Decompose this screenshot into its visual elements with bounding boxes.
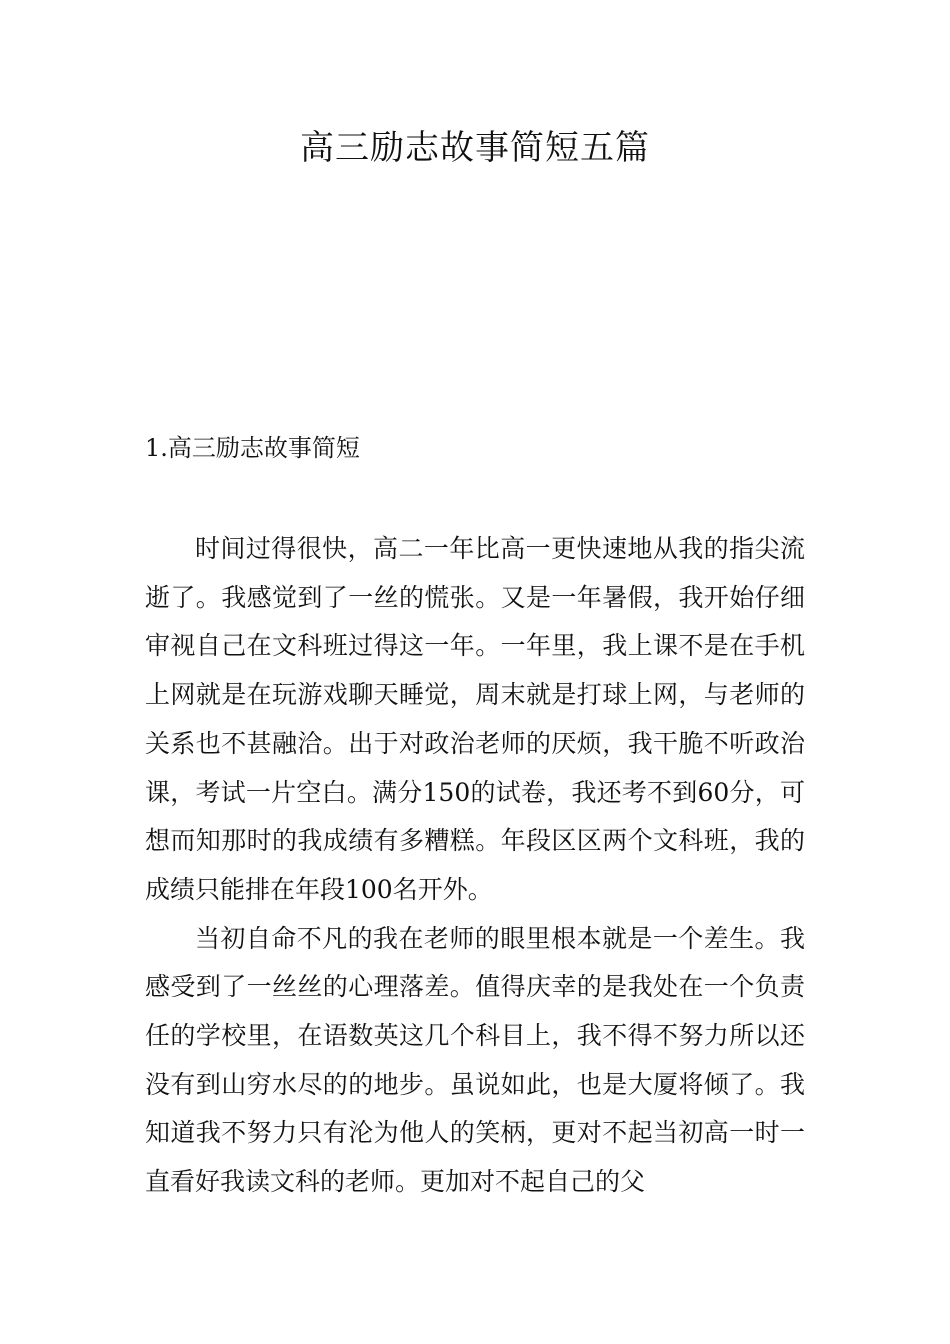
body-text [145, 525, 805, 1207]
paragraph-1: 时间过得很快，高二一年比高一更快速地从我的指尖流逝了。我感觉到了一丝的慌张。又是一年暑假，我开始仔细审视自己在文科班过得这一年。一年里，我上课不是在手机上网就是在玩游戏聊天睡觉，周末就是打球上网，与老师的关系也不甚融洽。出于对政治老师的厌烦，我干脆不听政治课，考试一片空白。满分150的试卷，我还考不到60分，可想而知那时的我成绩有多糟糕。年段区区两个文科班，我的成绩只能排在年段100名开外。 [145, 534, 805, 904]
section-heading: 1.高三励志故事简短 [145, 434, 360, 462]
document-title: 高三励志故事简短五篇 [300, 128, 650, 168]
paragraph-2: 当初自命不凡的我在老师的眼里根本就是一个差生。我感受到了一丝丝的心理落差。值得庆幸的是我处在一个负责任的学校里，在语数英这几个科目上，我不得不努力所以还没有到山穷水尽的的地步。虽说如此，也是大厦将倾了。我知道我不努力只有沦为他人的笑柄，更对不起当初高一时一直看好我读文科的老师。更加对不起自己的父 [145, 923, 805, 1197]
